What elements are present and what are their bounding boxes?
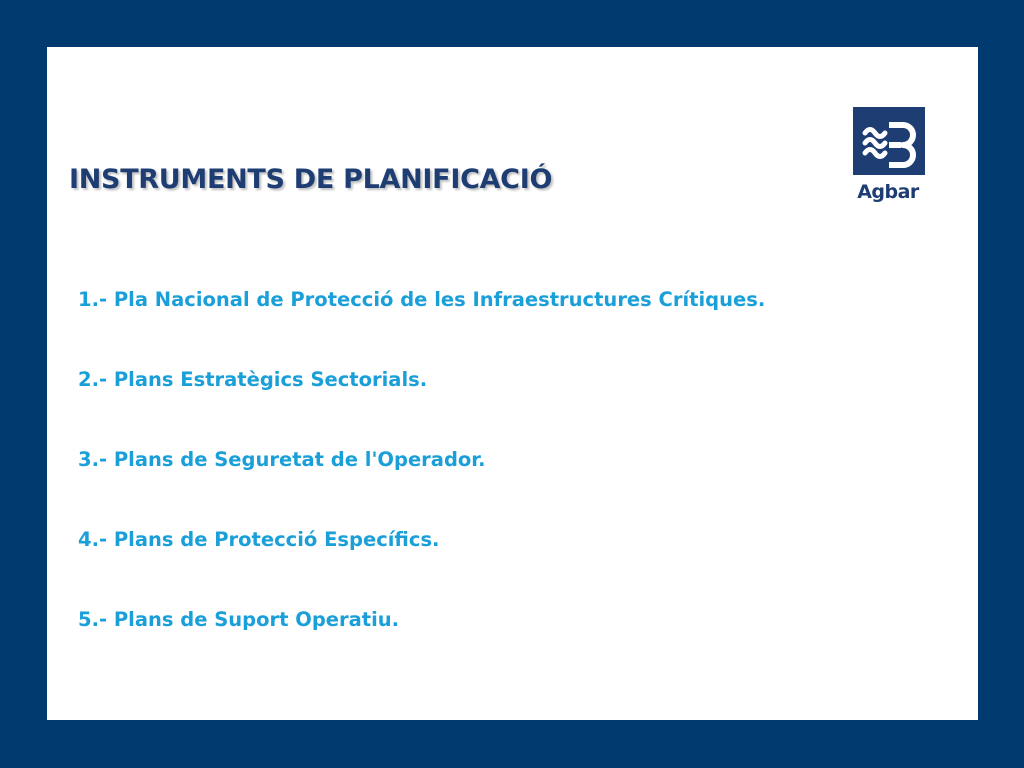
planning-instruments-list: [78, 283, 765, 683]
agbar-logo: [847, 107, 929, 219]
list-item: 1.- Pla Nacional de Protecció de les Infraestructures Crítiques.: [78, 288, 766, 311]
slide-title: INSTRUMENTS DE PLANIFICACIÓ: [69, 164, 553, 195]
agbar-logo-icon: [853, 107, 925, 175]
list-item: 2.- Plans Estratègics Sectorials.: [78, 368, 428, 391]
agbar-logo-text: Agbar: [857, 181, 919, 203]
list-item: 3.- Plans de Seguretat de l'Operador.: [78, 448, 486, 471]
agbar-logo-mark: [853, 107, 925, 175]
list-item: 5.- Plans de Suport Operatiu.: [78, 608, 400, 631]
slide-canvas: [47, 47, 978, 720]
list-item: 4.- Plans de Protecció Específics.: [78, 528, 440, 551]
